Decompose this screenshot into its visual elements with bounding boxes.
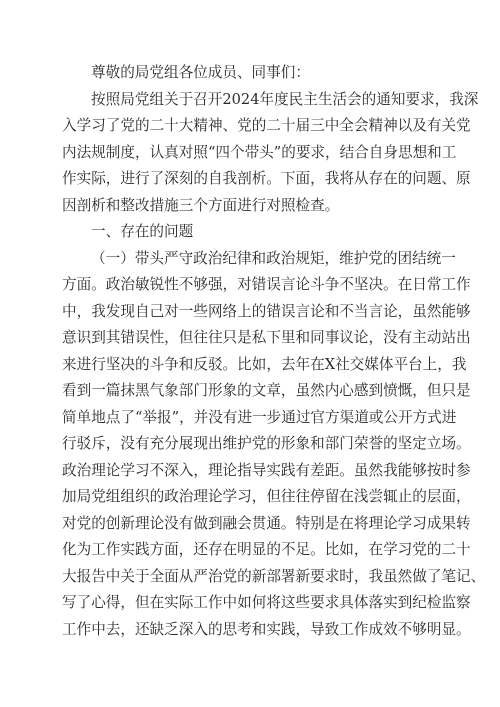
body-line: 简单地点了“举报”，并没有进一步通过官方渠道或公开方式进: [62, 408, 457, 426]
intro-line: 按照局党组关于召开2024年度民主生活会的通知要求，我深: [91, 90, 479, 108]
section-heading: 一、存在的问题: [91, 223, 194, 240]
intro-line: 作实际，进行了深刻的自我剖析。下面，我将从存在的问题、原: [62, 170, 471, 187]
body-line: 对党的创新理论没有做到融会贯通。特别是在将理论学习成果转: [62, 514, 471, 532]
body-line: 来进行坚决的斗争和反驳。比如，去年在X社交媒体平台上，我: [62, 355, 467, 373]
body-line: 化为工作实践方面，还存在明显的不足。比如，在学习党的二十: [62, 541, 471, 558]
body-line: 意识到其错误性，但往往只是私下里和同事议论，没有主动站出: [62, 329, 471, 346]
body-line: 看到一篇抹黑气象部门形象的文章，虽然内心感到愤慨，但只是: [62, 382, 471, 399]
salutation: 尊敬的局党组各位成员、同事们：: [91, 64, 310, 81]
body-line: 写了心得，但在实际工作中如何将这些要求具体落实到纪检监察: [62, 594, 471, 611]
intro-line: 内法规制度，认真对照“四个带头”的要求，结合自身思想和工: [62, 143, 457, 161]
intro-line: 入学习了党的二十大精神、党的二十届三中全会精神以及有关党: [62, 117, 471, 134]
body-line: 方面。政治敏锐性不够强，对错误言论斗争不坚决。在日常工作: [62, 276, 471, 293]
body-line: 大报告中关于全面从严治党的新部署新要求时，我虽然做了笔记、: [62, 567, 486, 585]
body-line: 政治理论学习不深入，理论指导实践有差距。虽然我能够按时参: [62, 461, 471, 479]
document-body: [62, 60, 486, 643]
body-line: 行驳斥，没有充分展现出维护党的形象和部门荣誉的坚定立场。: [62, 435, 471, 452]
intro-line: 因剖析和整改措施三个方面进行对照检查。: [62, 196, 340, 214]
body-line: 中，我发现自己对一些网络上的错误言论和不当言论，虽然能够: [62, 302, 471, 320]
body-line: 工作中去，还缺乏深入的思考和实践，导致工作成效不够明显。: [62, 620, 471, 638]
body-line: 加局党组组织的政治理论学习，但往往停留在浅尝辄止的层面，: [62, 488, 471, 505]
body-line: （一）带头严守政治纪律和政治规矩，维护党的团结统一: [91, 249, 456, 267]
